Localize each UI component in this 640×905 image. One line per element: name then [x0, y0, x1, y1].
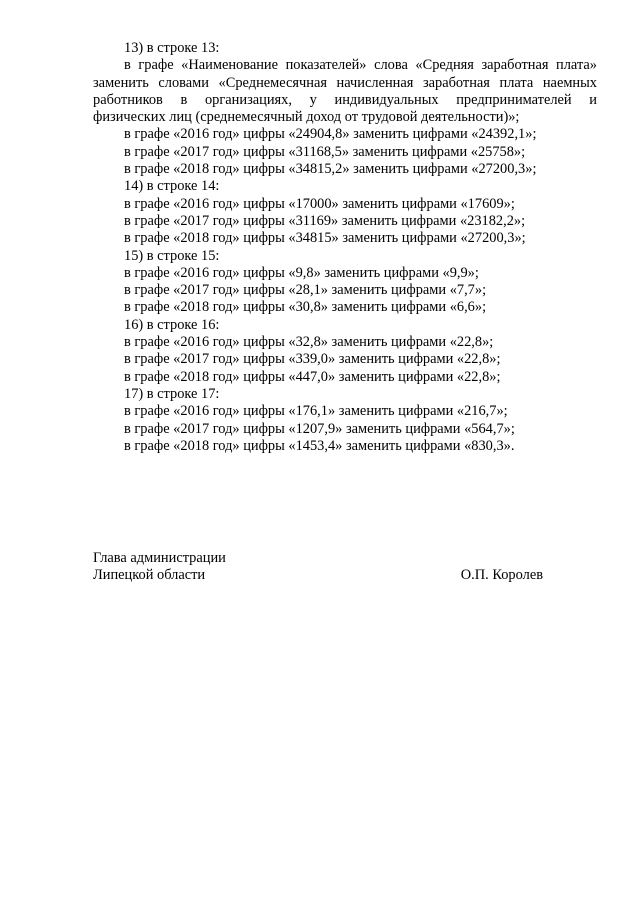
amendment-line: работников в организациях, у индивидуальных предпринимателей и [93, 91, 597, 108]
signatory-title-line2: Липецкой области [93, 567, 206, 584]
amendment-line: в графе «2017 год» цифры «28,1» заменить цифрами «7,7»; [124, 282, 487, 299]
section-heading-17: 17) в строке 17: [124, 385, 220, 402]
signature-block [93, 550, 543, 585]
amendment-line: в графе «2016 год» цифры «17000» заменить цифрами «17609»; [124, 195, 515, 212]
amendment-line: в графе «2016 год» цифры «24904,8» заменить цифрами «24392,1»; [124, 126, 537, 143]
amendment-line: в графе «2018 год» цифры «447,0» заменить цифрами «22,8»; [124, 368, 501, 385]
signature-name-row [93, 567, 543, 584]
section-heading-14: 14) в строке 14: [124, 178, 220, 195]
section-heading-13: 13) в строке 13: [124, 40, 220, 56]
amendment-line: в графе «2016 год» цифры «176,1» заменить цифрами «216,7»; [124, 403, 508, 420]
section-heading-15: 15) в строке 15: [124, 247, 220, 264]
amendment-line: в графе «2018 год» цифры «34815,2» заменить цифрами «27200,3»; [124, 161, 537, 178]
amendment-line: в графе «2017 год» цифры «31169» заменить цифрами «23182,2»; [124, 212, 526, 229]
amendment-line: заменить словами «Среднемесячная начисленная заработная плата наемных [93, 74, 597, 91]
signature-title-row [93, 550, 543, 567]
document-body [93, 40, 597, 455]
amendment-line: физических лиц (среднемесячный доход от трудовой деятельности)»; [93, 109, 520, 126]
amendment-line: в графе «2017 год» цифры «31168,5» заменить цифрами «25758»; [124, 143, 526, 160]
amendment-line: в графе «2016 год» цифры «32,8» заменить цифрами «22,8»; [124, 334, 494, 351]
amendment-line: в графе «Наименование показателей» слова «Средняя заработная плата» [124, 57, 597, 74]
amendment-line: в графе «2017 год» цифры «1207,9» заменить цифрами «564,7»; [124, 420, 515, 437]
amendment-line: в графе «2018 год» цифры «34815» заменить цифрами «27200,3»; [124, 230, 526, 247]
signatory-name: О.П. Королев [460, 567, 543, 584]
amendment-line: в графе «2018 год» цифры «30,8» заменить цифрами «6,6»; [124, 299, 487, 316]
signatory-title-line1: Глава администрации [93, 550, 226, 566]
amendment-line: в графе «2018 год» цифры «1453,4» заменить цифрами «830,3». [124, 437, 515, 454]
amendment-line: в графе «2016 год» цифры «9,8» заменить цифрами «9,9»; [124, 264, 479, 281]
section-heading-16: 16) в строке 16: [124, 316, 220, 333]
amendment-line: в графе «2017 год» цифры «339,0» заменить цифрами «22,8»; [124, 351, 501, 368]
